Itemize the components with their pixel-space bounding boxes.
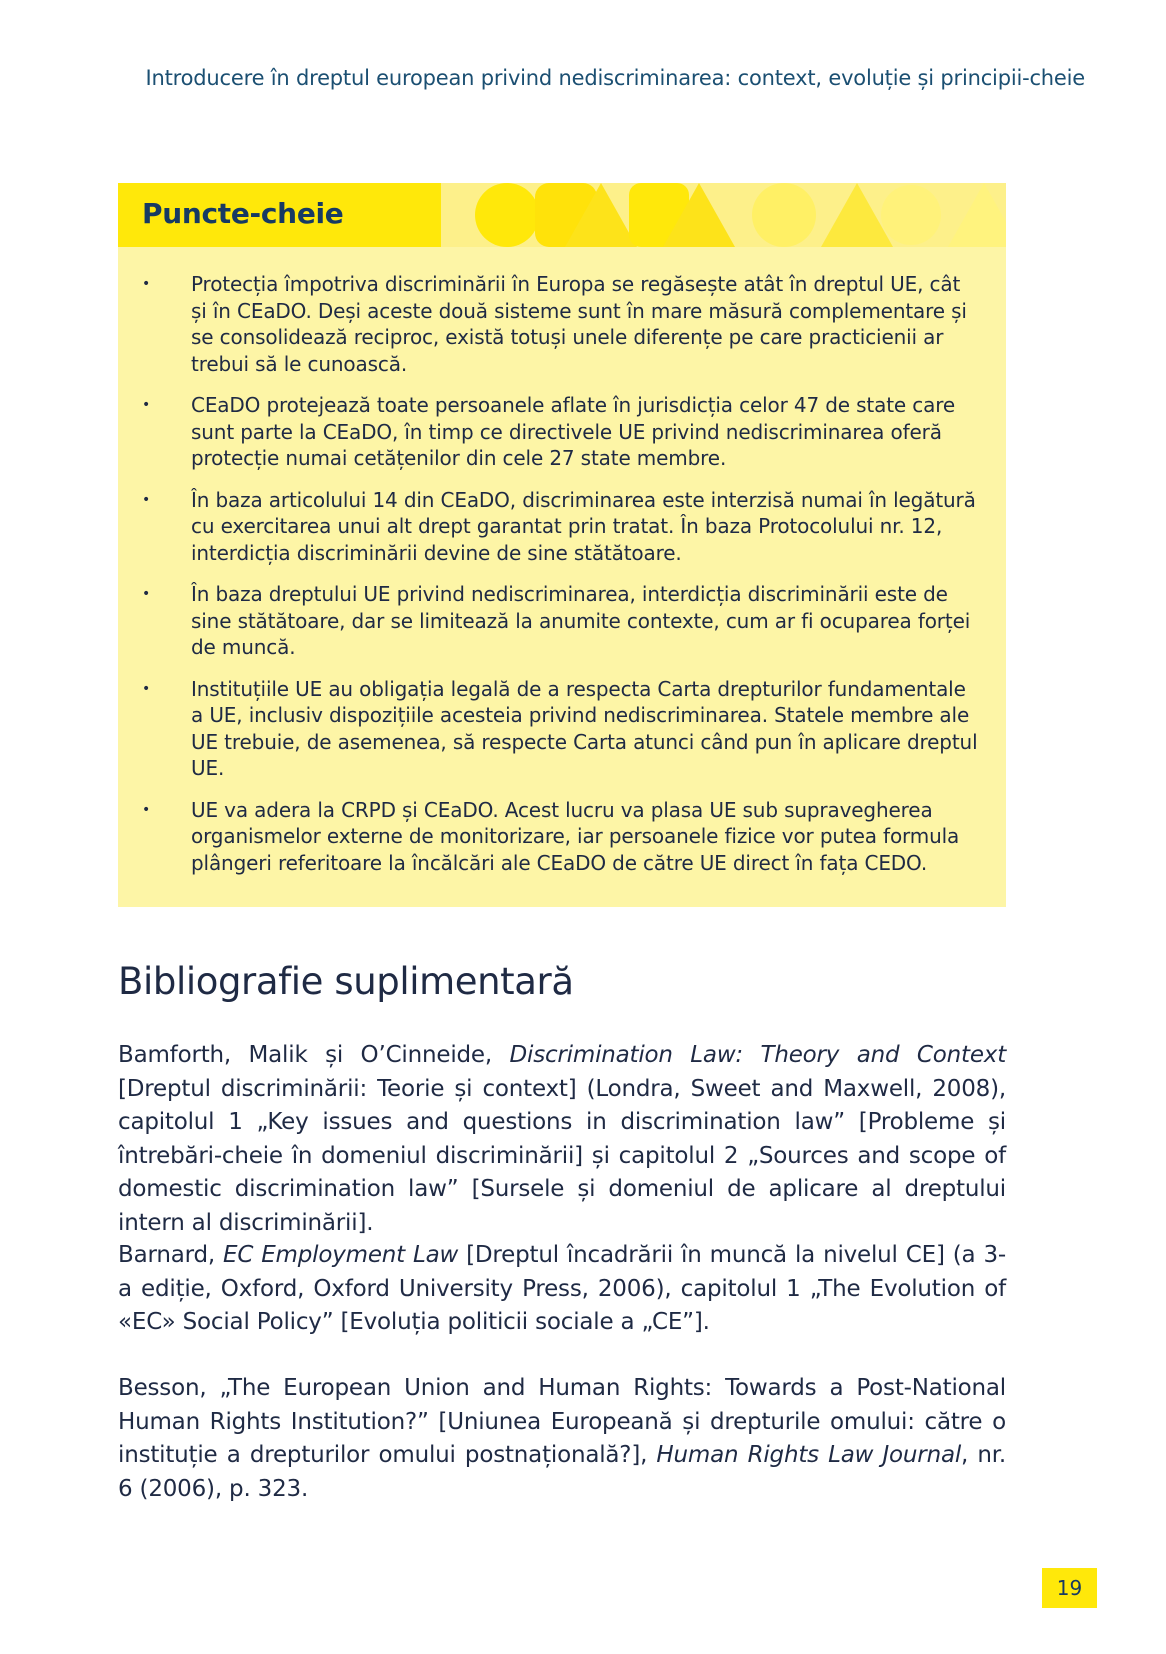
entry-title-italic: Discrimination Law: Theory and Context	[509, 1042, 1007, 1068]
list-item-text: În baza articolului 14 din CEaDO, discriminarea este interzisă numai în legătură cu exercitarea unui alt drept garantat prin tratat. În baza Protocolului nr. 12, interdicția discriminării devine de sine stătătoare.	[191, 487, 976, 565]
banner-decorative-shapes	[441, 183, 1006, 247]
bibliography-heading: Bibliografie suplimentară	[118, 960, 574, 1003]
bibliography-entry	[118, 1239, 1006, 1340]
decor-circle-3	[881, 185, 941, 245]
entry-text: Besson, „The European Union and Human Rights: Towards a Post-National Human Rights Institution?” [Uniunea Europeană și drepturile omului: către o instituție a drepturilor omului postnațională?],	[118, 1375, 1006, 1468]
bullet-marker: •	[142, 586, 151, 602]
entry-title-italic: EC Employment Law	[222, 1242, 459, 1268]
key-points-banner	[118, 183, 1006, 247]
list-item	[118, 392, 1006, 472]
entry-text: Bamforth, Malik și O’Cinneide,	[118, 1042, 510, 1068]
list-item	[118, 676, 1006, 782]
key-points-list	[118, 271, 1006, 891]
running-header: Introducere în dreptul european privind nediscriminarea: context, evoluție și principii-cheie	[145, 66, 1085, 90]
entry-text: [Dreptul discriminării: Teorie și context] (Londra, Sweet and Maxwell, 2008), capitolul 1 „Key issues and questions in discrimination law” [Probleme și întrebări-cheie în domeniul discriminării] și capitolul 2 „Sources and scope of domestic discrimination law” [Sursele și domeniul de aplicare al dreptului intern al discriminării].	[118, 1075, 1006, 1236]
decor-circle-1	[475, 183, 539, 247]
entry-text: [Dreptul încadrării în muncă la nivelul CE] (a 3-a ediție, Oxford, Oxford University Press, 2006), capitolul 1 „The Evolution of «EC» Social Policy” [Evoluția politicii sociale a „CE”].	[118, 1242, 1006, 1335]
key-points-box	[118, 183, 1006, 907]
entry-text: , nr. 6 (2006), p. 323.	[118, 1442, 1006, 1502]
list-item-text: Instituțiile UE au obligația legală de a respecta Carta drepturilor fundamentale a UE, inclusiv dispozițiile acesteia privind nediscriminarea. Statele membre ale UE trebuie, de asemenea, să respecte Carta atunci când pun în aplicare dreptul UE.	[191, 676, 978, 780]
bullet-marker: •	[142, 397, 151, 413]
list-item-text: CEaDO protejează toate persoanele aflate în jurisdicția celor 47 de state care sunt parte la CEaDO, în timp ce directivele UE privind nediscriminarea oferă protecție numai cetățenilor din cele 27 state membre.	[191, 393, 956, 470]
list-item-text: Protecția împotriva discriminării în Europa se regăsește atât în dreptul UE, cât și în CEaDO. Deși aceste două sisteme sunt în mare măsură complementare și se consolidează reciproc, există totuși unele diferențe pe care practicienii ar trebui să le cunoască.	[191, 272, 967, 376]
list-item-text: UE va adera la CRPD și CEaDO. Acest lucru va plasa UE sub supravegherea organismelor externe de monitorizare, iar persoanele fizice vor putea formula plângeri referitoare la încălcări ale CEaDO de către UE direct în fața CEDO.	[191, 797, 960, 875]
bibliography-entry	[118, 1039, 1006, 1240]
bullet-marker: •	[142, 680, 151, 697]
entry-title-italic: Human Rights Law Journal	[656, 1442, 962, 1468]
key-points-title: Puncte-cheie	[142, 197, 344, 230]
list-item	[118, 581, 1006, 661]
bullet-marker: •	[142, 276, 151, 292]
decor-circle-2	[752, 183, 816, 247]
entry-text: Barnard,	[118, 1242, 223, 1268]
page-number: 19	[1042, 1568, 1097, 1608]
bullet-marker: •	[142, 491, 151, 508]
list-item	[118, 271, 1006, 377]
bibliography-entry	[118, 1372, 1006, 1506]
bullet-marker: •	[142, 801, 151, 818]
list-item-text: În baza dreptului UE privind nediscriminarea, interdicția discriminării este de sine stătătoare, dar se limitează la anumite contexte, cum ar fi ocuparea forței de muncă.	[191, 582, 971, 659]
list-item	[118, 797, 1006, 877]
list-item	[118, 487, 1006, 567]
